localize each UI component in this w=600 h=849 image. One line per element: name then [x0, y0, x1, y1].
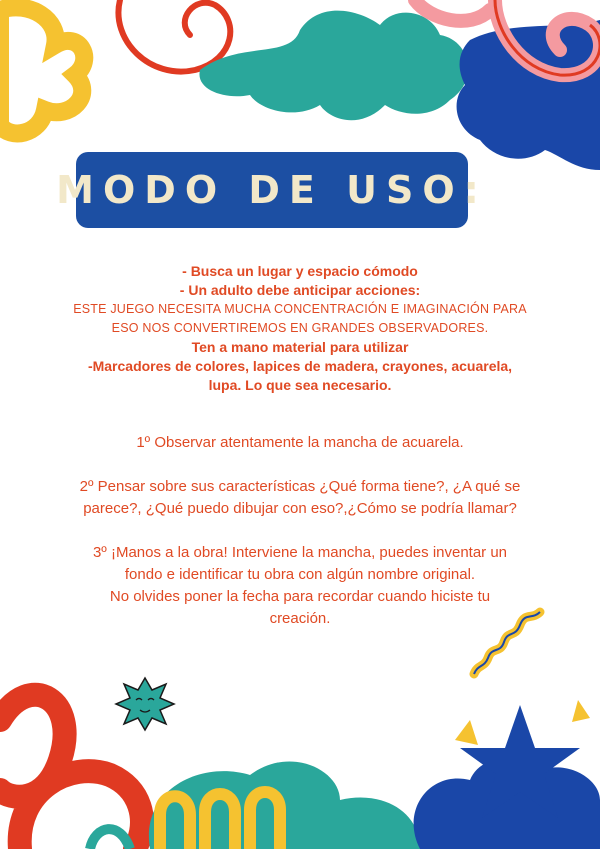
step-3 — [40, 542, 560, 630]
page-title: MODO DE USO: — [56, 168, 488, 212]
step-3-line: 3º ¡Manos a la obra! Interviene la mancha, puedes inventar un — [92, 544, 508, 561]
intro-block — [40, 262, 560, 395]
intro-line: ESO NOS CONVERTIREMOS EN GRANDES OBSERVADORES. — [111, 321, 489, 335]
blue-blob-top-right — [457, 20, 600, 170]
title-banner — [56, 152, 488, 228]
yellow-squiggle-top-left — [0, 7, 84, 133]
red-loops-bottom-left — [0, 695, 142, 849]
intro-line: - Busca un lugar y espacio cómodo — [182, 263, 418, 279]
red-spiral-top — [118, 0, 230, 72]
step-2-line: 2º Pensar sobre sus características ¿Qué forma tiene?, ¿A qué se — [79, 478, 521, 495]
step-1: 1º Observar atentamente la mancha de acuarela. — [136, 434, 464, 451]
leaf-blob-decoration — [199, 11, 468, 121]
sun-face-decoration — [116, 678, 174, 730]
step-3-line: creación. — [269, 610, 331, 627]
steps-block — [40, 432, 560, 630]
step-2-line: parece?, ¿Qué puedo dibujar con eso?,¿Cómo se podría llamar? — [83, 500, 517, 517]
intro-line: -Marcadores de colores, lapices de madera, crayones, acuarela, — [87, 358, 513, 374]
intro-line: - Un adulto debe anticipar acciones: — [179, 282, 421, 298]
step-3-line: No olvides poner la fecha para recordar cuando hiciste tu — [109, 588, 491, 605]
intro-line: ESTE JUEGO NECESITA MUCHA CONCENTRACIÓN E IMAGINACIÓN PARA — [73, 302, 527, 316]
step-2 — [40, 476, 560, 520]
intro-line: Ten a mano material para utilizar — [191, 339, 409, 355]
step-3-line: fondo e identificar tu obra con algún nombre original. — [124, 566, 476, 583]
intro-line: lupa. Lo que sea necesario. — [208, 377, 392, 393]
